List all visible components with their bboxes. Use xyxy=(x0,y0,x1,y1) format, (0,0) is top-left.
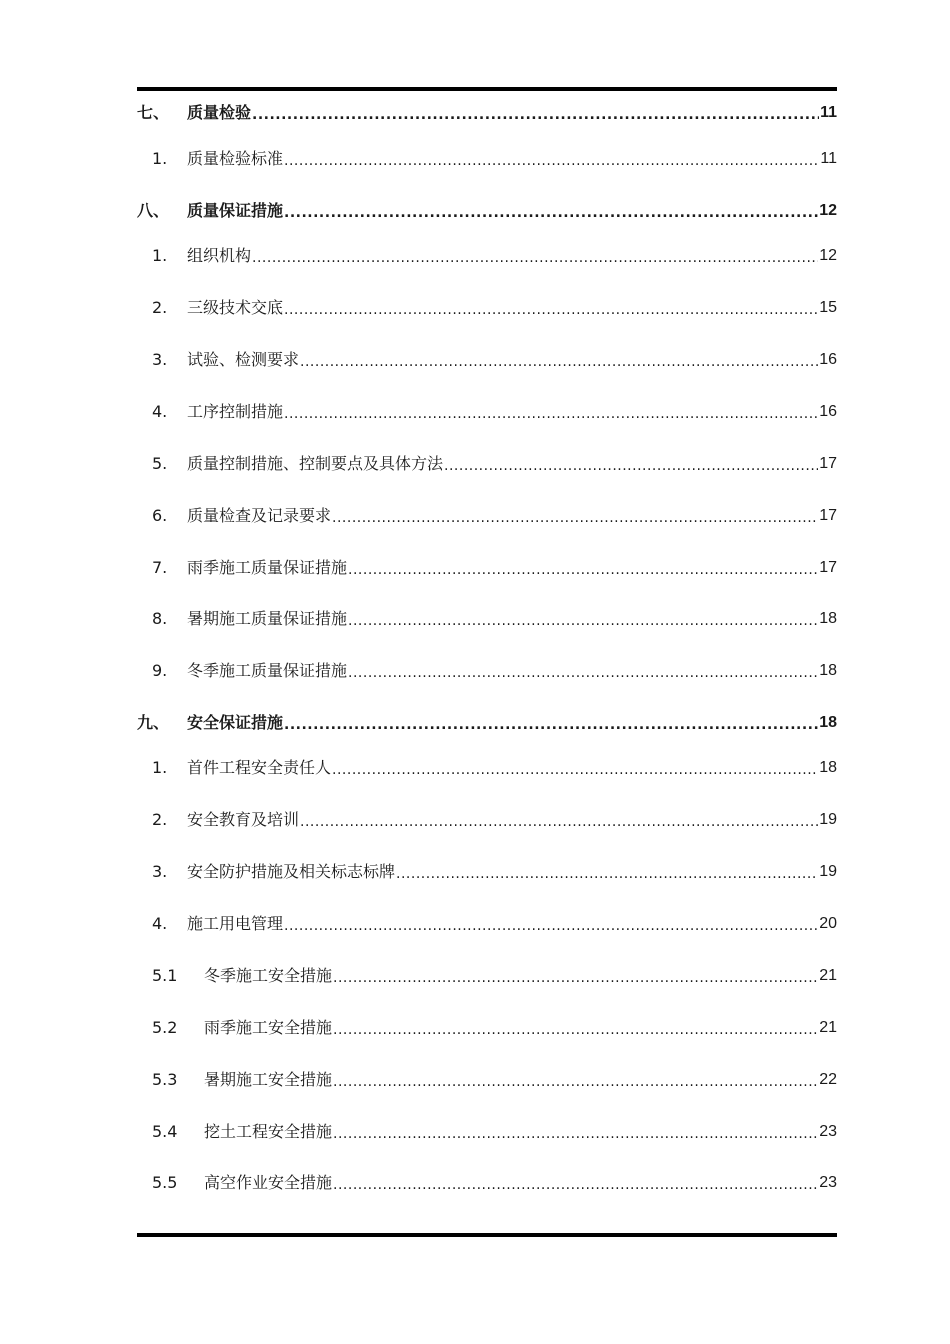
toc-entry-page: 20 xyxy=(819,915,837,932)
toc-entry-page: 22 xyxy=(819,1071,837,1088)
toc-entry[interactable] xyxy=(137,555,837,579)
toc-entry-page: 18 xyxy=(819,759,837,776)
toc-entry-number: 七、 xyxy=(137,103,170,122)
toc-entry-number: 5.5 xyxy=(152,1173,178,1192)
toc-entry-page: 17 xyxy=(819,559,837,576)
dot-leader xyxy=(284,913,818,935)
toc-entry-title: 安全教育及培训 xyxy=(187,810,300,829)
toc-entry[interactable] xyxy=(137,100,837,124)
toc-entry[interactable] xyxy=(137,859,837,883)
toc-entry[interactable] xyxy=(137,755,837,779)
toc-entry-title: 雨季施工安全措施 xyxy=(204,1018,333,1037)
toc-entry[interactable] xyxy=(137,807,837,831)
dot-leader xyxy=(444,453,818,475)
dot-leader xyxy=(348,608,818,630)
dot-leader xyxy=(284,297,818,319)
dot-leader xyxy=(252,102,819,124)
dot-leader xyxy=(300,809,818,831)
dot-leader xyxy=(333,965,818,987)
toc-entry-page: 12 xyxy=(819,202,837,219)
toc-entry[interactable] xyxy=(137,606,837,630)
toc-entry[interactable] xyxy=(137,451,837,475)
toc-entry-page: 19 xyxy=(819,863,837,880)
dot-leader xyxy=(348,557,818,579)
toc-entry-number: 八、 xyxy=(137,201,170,220)
dot-leader xyxy=(333,1069,818,1091)
toc-entry-page: 16 xyxy=(819,351,837,368)
toc-entry-title: 试验、检测要求 xyxy=(187,350,300,369)
toc-entry-title: 挖土工程安全措施 xyxy=(204,1122,333,1141)
toc-entry-page: 17 xyxy=(819,455,837,472)
toc-entry-page: 21 xyxy=(819,967,837,984)
toc-entry-title: 组织机构 xyxy=(187,246,252,265)
toc-entry[interactable] xyxy=(137,243,837,267)
toc-entry-page: 11 xyxy=(820,104,837,121)
toc-entry-number: 3. xyxy=(152,862,168,881)
toc-entry-page: 18 xyxy=(819,662,837,679)
toc-entry-title: 质量控制措施、控制要点及具体方法 xyxy=(187,454,444,473)
toc-entry-title: 质量检查及记录要求 xyxy=(187,506,332,525)
dot-leader xyxy=(332,505,818,527)
toc-entry[interactable] xyxy=(137,1067,837,1091)
toc-entry-title: 安全防护措施及相关标志标牌 xyxy=(187,862,396,881)
toc-entry-number: 5.2 xyxy=(152,1018,178,1037)
dot-leader xyxy=(332,757,818,779)
toc-entry[interactable] xyxy=(137,911,837,935)
toc-entry[interactable] xyxy=(137,146,837,170)
toc-entry-number: 4. xyxy=(152,402,168,421)
dot-leader xyxy=(333,1121,818,1143)
toc-entry-number: 9. xyxy=(152,661,168,680)
dot-leader xyxy=(396,861,818,883)
toc-entry-title: 三级技术交底 xyxy=(187,298,284,317)
toc-entry-title: 质量检验 xyxy=(187,103,252,122)
toc-entry-number: 7. xyxy=(152,558,168,577)
toc-entry-number: 8. xyxy=(152,609,168,628)
toc-entry[interactable] xyxy=(137,399,837,423)
toc-entry-number: 1. xyxy=(152,149,168,168)
dot-leader xyxy=(284,200,818,222)
toc-entry[interactable] xyxy=(137,198,837,222)
toc-entry-number: 5.1 xyxy=(152,966,178,985)
toc-entry-number: 3. xyxy=(152,350,168,369)
toc-entry-title: 暑期施工安全措施 xyxy=(204,1070,333,1089)
toc-entry-number: 1. xyxy=(152,246,168,265)
dot-leader xyxy=(284,712,818,734)
toc-entry-title: 冬季施工质量保证措施 xyxy=(187,661,348,680)
toc-entry[interactable] xyxy=(137,963,837,987)
dot-leader xyxy=(300,349,818,371)
dot-leader xyxy=(252,245,818,267)
toc-entry-page: 17 xyxy=(819,507,837,524)
toc-entry-title: 雨季施工质量保证措施 xyxy=(187,558,348,577)
toc-entry-number: 2. xyxy=(152,298,168,317)
dot-leader xyxy=(284,148,819,170)
toc-entry-page: 23 xyxy=(819,1174,837,1191)
toc-entry-title: 高空作业安全措施 xyxy=(204,1173,333,1192)
toc-entry[interactable] xyxy=(137,1170,837,1194)
toc-entry-number: 5. xyxy=(152,454,168,473)
toc-entry-number: 1. xyxy=(152,758,168,777)
toc-entry[interactable] xyxy=(137,503,837,527)
toc-entry-page: 21 xyxy=(819,1019,837,1036)
toc-entry-title: 质量检验标准 xyxy=(187,149,284,168)
toc-entry-title: 冬季施工安全措施 xyxy=(204,966,333,985)
toc-entry-page: 18 xyxy=(819,610,837,627)
toc-entry-title: 质量保证措施 xyxy=(187,201,284,220)
toc-entry-title: 安全保证措施 xyxy=(187,713,284,732)
toc-entry[interactable] xyxy=(137,658,837,682)
toc-entry-page: 23 xyxy=(819,1123,837,1140)
toc-entry-page: 12 xyxy=(819,247,837,264)
toc-entry-page: 16 xyxy=(819,403,837,420)
toc-entry[interactable] xyxy=(137,1015,837,1039)
toc-entry-page: 18 xyxy=(819,714,837,731)
toc-entry-title: 暑期施工质量保证措施 xyxy=(187,609,348,628)
toc-entry-page: 15 xyxy=(819,299,837,316)
toc-entry-number: 2. xyxy=(152,810,168,829)
toc-entry[interactable] xyxy=(137,710,837,734)
toc-entry[interactable] xyxy=(137,347,837,371)
toc-entry[interactable] xyxy=(137,1119,837,1143)
toc-entry-number: 4. xyxy=(152,914,168,933)
dot-leader xyxy=(348,660,818,682)
toc-entry-page: 11 xyxy=(820,150,837,167)
toc-entry[interactable] xyxy=(137,295,837,319)
dot-leader xyxy=(284,401,818,423)
toc-entry-number: 5.4 xyxy=(152,1122,178,1141)
toc-entry-page: 19 xyxy=(819,811,837,828)
toc-entry-title: 施工用电管理 xyxy=(187,914,284,933)
dot-leader xyxy=(333,1172,818,1194)
toc-entry-number: 九、 xyxy=(137,713,170,732)
footer-rule xyxy=(137,1233,837,1237)
toc-entry-number: 5.3 xyxy=(152,1070,178,1089)
toc-entry-number: 6. xyxy=(152,506,168,525)
toc-entry-title: 首件工程安全责任人 xyxy=(187,758,332,777)
toc-entry-title: 工序控制措施 xyxy=(187,402,284,421)
dot-leader xyxy=(333,1017,818,1039)
